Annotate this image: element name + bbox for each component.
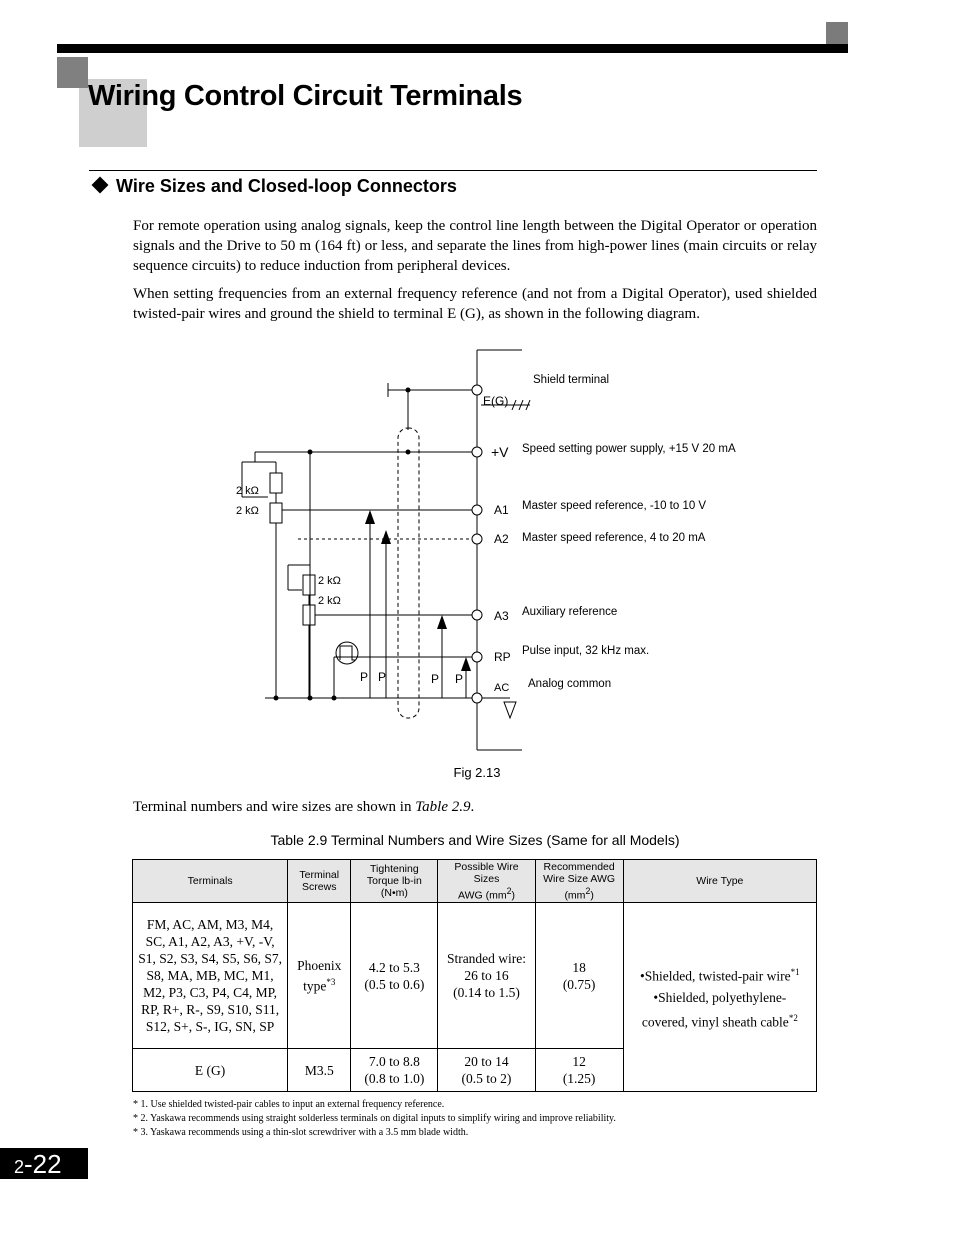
cell-torque — [351, 1049, 438, 1092]
terminal-a3 — [472, 610, 482, 620]
wire-type-line3: covered, vinyl sheath cable — [641, 1014, 789, 1029]
cell-sizes-line3: (0.14 to 1.5) — [453, 985, 520, 1000]
header-screws: Terminal Screws — [288, 860, 351, 903]
label-a2: A2 — [494, 532, 509, 546]
wire-type-sup1: *1 — [790, 967, 800, 977]
header-torque: Tightening Torque lb-in (N•m) — [351, 860, 438, 903]
pair-label-2: P — [378, 670, 387, 684]
cell-rec-line1: 12 — [572, 1054, 586, 1069]
wire-type-sup2: *2 — [788, 1012, 798, 1023]
table-reference-text — [133, 799, 474, 816]
table-reference-lead: Terminal numbers and wire sizes are shown in — [133, 799, 416, 815]
cell-torque — [351, 903, 438, 1049]
footnote-2: * 2. Yaskawa recommends using straight solderless terminals on digital inputs to simplify wiring and improve reliability. — [133, 1113, 616, 1124]
desc-ac: Analog common — [528, 678, 612, 690]
header-wire-type: Wire Type — [623, 860, 816, 903]
header-terminals: Terminals — [133, 860, 288, 903]
header-recommended-line1: Recommended Wire Size AWG — [543, 860, 616, 885]
wire-type-line2: •Shielded, polyethylene- — [653, 989, 787, 1005]
cell-screws — [288, 903, 351, 1049]
cell-torque-line1: 4.2 to 5.3 — [368, 959, 420, 975]
footnote-1: * 1. Use shielded twisted-pair cables to input an external frequency reference. — [133, 1099, 445, 1110]
desc-v: Speed setting power supply, +15 V 20 mA — [522, 443, 736, 455]
header-wire-sizes-close: ) — [511, 889, 515, 902]
header-recommended-sup: 2 — [585, 885, 591, 896]
terminal-a1 — [472, 505, 482, 515]
terminal-v — [472, 447, 482, 457]
table-header-row — [133, 860, 817, 903]
cell-torque-line2: (0.5 to 0.6) — [364, 976, 425, 992]
header-wire-sizes — [438, 860, 535, 903]
cell-screws-sup: *3 — [326, 976, 336, 987]
page-number — [14, 1149, 62, 1179]
cell-torque-line2: (0.8 to 1.0) — [364, 1071, 425, 1086]
label-a1: A1 — [494, 503, 509, 517]
table-reference-end: . — [470, 799, 475, 815]
cell-terminals: E (G) — [133, 1049, 288, 1092]
cell-recommended — [535, 1049, 623, 1092]
desc-rp: Pulse input, 32 kHz max. — [522, 645, 650, 657]
terminal-rp — [472, 652, 482, 662]
header-wire-sizes-line1: Possible Wire Sizes — [454, 860, 519, 885]
resistor-label-2: 2 kΩ — [236, 505, 259, 517]
section-heading-text: Wire Sizes and Closed-loop Connectors — [116, 176, 457, 196]
cell-wire-sizes — [438, 1049, 535, 1092]
pair-label-3: P — [431, 672, 440, 686]
terminal-eg — [472, 385, 482, 395]
header-recommended-close: ) — [590, 889, 594, 902]
cell-screws-line1: Phoenix — [297, 957, 342, 973]
cell-sizes-line1: Stranded wire: — [446, 951, 527, 966]
paragraph-frequency-reference: When setting frequencies from an external frequency reference (and not from a Digital Operator), used shielded twisted-pair wires and ground the shield to terminal E (G), as shown in the following diagram. — [133, 286, 817, 322]
header-recommended — [535, 860, 623, 903]
cell-rec-line1: 18 — [572, 959, 586, 975]
cell-recommended — [535, 903, 623, 1049]
pair-label-1: P — [360, 670, 369, 684]
desc-shield: Shield terminal — [533, 374, 610, 386]
table-caption: Table 2.9 Terminal Numbers and Wire Sizes (Same for all Models) — [270, 832, 680, 848]
desc-a1: Master speed reference, -10 to 10 V — [522, 500, 707, 512]
resistor-1 — [270, 473, 282, 493]
resistor-label-1: 2 kΩ — [236, 485, 259, 497]
cell-wire-type — [623, 903, 816, 1092]
cell-terminals: FM, AC, AM, M3, M4, SC, A1, A2, A3, +V, -V, S1, S2, S3, S4, S5, S6, S7, S8, MA, MB, MC, M1, M2, P3, C3, P4, C4, MP, RP, R+, R-, S9, S10, S11, S12, S+, S-, IG, SN, SP — [133, 903, 288, 1049]
resistor-label-3: 2 kΩ — [318, 575, 341, 587]
pulse-generator-symbol — [336, 642, 358, 664]
pair-label-4: P — [455, 672, 464, 686]
wire-type-line1: •Shielded, twisted-pair wire — [640, 968, 791, 984]
label-v: +V — [491, 444, 509, 460]
label-rp: RP — [494, 650, 511, 664]
figure-caption: Fig 2.13 — [453, 765, 501, 780]
header-recommended-line2: (mm — [564, 889, 586, 902]
cell-sizes-line1: 20 to 14 — [464, 1054, 509, 1069]
wire-size-table — [132, 859, 817, 1092]
desc-a3: Auxiliary reference — [522, 606, 618, 618]
resistor-2 — [270, 503, 282, 523]
terminal-ac — [472, 693, 482, 703]
resistor-label-4: 2 kΩ — [318, 595, 341, 607]
desc-a2: Master speed reference, 4 to 20 mA — [522, 532, 706, 544]
cell-rec-line2: (0.75) — [562, 976, 596, 992]
table-reference-link[interactable]: Table 2.9 — [415, 799, 471, 815]
cable-shield — [398, 428, 419, 718]
resistor-3 — [303, 575, 315, 595]
page-title: Wiring Control Circuit Terminals — [88, 80, 523, 112]
resistor-4 — [303, 605, 315, 625]
page-number-value: -22 — [24, 1149, 62, 1179]
label-a3: A3 — [494, 609, 509, 623]
cell-sizes-line2: (0.5 to 2) — [461, 1071, 512, 1086]
label-ac: AC — [494, 682, 510, 694]
cell-torque-line1: 7.0 to 8.8 — [368, 1054, 420, 1069]
page-chapter: 2 — [14, 1157, 25, 1177]
terminal-a2 — [472, 534, 482, 544]
footnote-3: * 3. Yaskawa recommends using a thin-slot screwdriver with a 3.5 mm blade width. — [133, 1127, 469, 1138]
cell-wire-sizes — [438, 903, 535, 1049]
cell-screws-line2: type — [303, 978, 327, 994]
header-wire-sizes-line2: AWG (mm — [458, 889, 507, 902]
cell-rec-line2: (1.25) — [562, 1071, 596, 1086]
cell-screws: M3.5 — [288, 1049, 351, 1092]
paragraph-remote-operation: For remote operation using analog signals, keep the control line length between the Digital Operator or operation signals and the Drive to 50 m (164 ft) or less, and separate the lines from high-power lines (main circuits or relay sequence circuits) to reduce induction from peripheral devices. — [133, 218, 817, 274]
label-eg: E(G) — [483, 394, 509, 408]
table-row — [133, 903, 817, 1049]
header-wire-sizes-sup: 2 — [506, 885, 512, 896]
cell-sizes-line2: 26 to 16 — [464, 968, 509, 983]
